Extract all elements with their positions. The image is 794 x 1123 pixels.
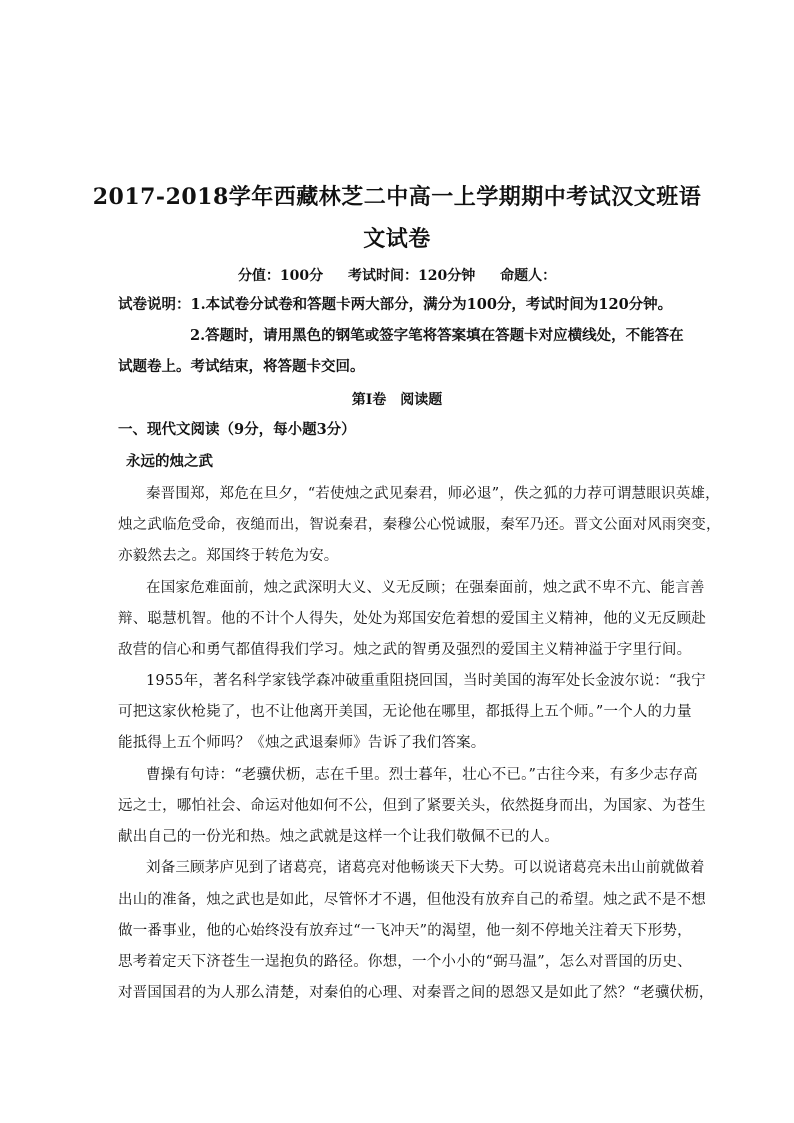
score-info: 分值：100分 xyxy=(237,268,324,284)
article-line: 刘备三顾茅庐见到了诸葛亮，诸葛亮对他畅谈天下大势。可以说诸葛亮未出山前就做着 xyxy=(146,860,705,876)
question-heading: 一、现代文阅读（9分，每小题3分） xyxy=(118,421,356,438)
article-line: 秦晋围郑，郑危在旦夕，“若使烛之武见秦君，师必退”，佚之狐的力荐可谓慧眼识英雄， xyxy=(146,486,720,502)
article-line: 思考着定天下济苍生一逞抱负的路径。你想，一个小小的“弼马温”，怎么对晋国的历史、 xyxy=(118,954,692,970)
instruction-line-2: 2.答题时，请用黑色的钢笔或签字笔将答案填在答题卡对应横线处，不能答在 xyxy=(190,327,684,344)
article-line: 可把这家伙枪毙了，也不让他离开美国，无论他在哪里，都抵得上五个师。”一个人的力量 xyxy=(118,704,692,720)
article-line: 烛之武临危受命，夜缒而出，智说秦君，秦穆公心悦诚服，秦军乃还。晋文公面对风雨突变， xyxy=(118,517,721,533)
instruction-line-3: 试题卷上。考试结束，将答题卡交回。 xyxy=(118,358,365,375)
instruction-line-1: 试卷说明：1.本试卷分试卷和答题卡两大部分，满分为100分，考试时间为120分钟。 xyxy=(118,296,673,313)
article-line: 做一番事业，他的心始终没有放弃过“一飞冲天”的渴望，他一刻不停地关注着天下形势， xyxy=(118,923,692,939)
article-line: 对晋国国君的为人那么清楚，对秦伯的心理、对秦晋之间的恩怨又是如此了然？“老骥伏枥， xyxy=(118,985,714,1001)
exam-title-line2: 文试卷 xyxy=(363,226,431,252)
article-line: 1955年，著名科学家钱学森冲破重重阻挠回国，当时美国的海军处长金波尔说：“我宁 xyxy=(146,673,706,689)
article-line: 出山的准备，烛之武也是如此，尽管怀才不遇，但他没有放弃自己的希望。烛之武不是不想 xyxy=(118,892,706,908)
author-info: 命题人： xyxy=(500,268,557,284)
article-line: 曹操有句诗：“老骥伏枥，志在千里。烈士暮年，壮心不已。”古往今来，有多少志存高 xyxy=(146,767,698,783)
time-info: 考试时间：120分钟 xyxy=(348,268,476,284)
article-line: 敌营的信心和勇气都值得我们学习。烛之武的智勇及强烈的爱国主义精神溢于字里行间。 xyxy=(118,642,692,658)
exam-meta xyxy=(0,265,794,285)
part-heading: 第Ⅰ卷 阅读题 xyxy=(351,392,443,408)
article-title: 永远的烛之武 xyxy=(126,453,213,470)
article-line: 献出自己的一份光和热。烛之武就是这样一个让我们敬佩不已的人。 xyxy=(118,829,559,845)
exam-title-line1: 2017-2018学年西藏林芝二中高一上学期期中考试汉文班语 xyxy=(92,184,702,210)
article-line: 在国家危难面前，烛之武深明大义、义无反顾；在强秦面前，烛之武不卑不亢、能言善 xyxy=(146,580,705,596)
article-line: 辩、聪慧机智。他的不计个人得失，处处为郑国安危着想的爱国主义精神，他的义无反顾赴 xyxy=(118,611,706,627)
article-line: 远之士，哪怕社会、命运对他如何不公，但到了紧要关头，依然挺身而出，为国家、为苍生 xyxy=(118,798,706,814)
article-line: 亦毅然去之。郑国终于转危为安。 xyxy=(118,548,339,564)
article-line: 能抵得上五个师吗？《烛之武退秦师》告诉了我们答案。 xyxy=(118,735,486,751)
